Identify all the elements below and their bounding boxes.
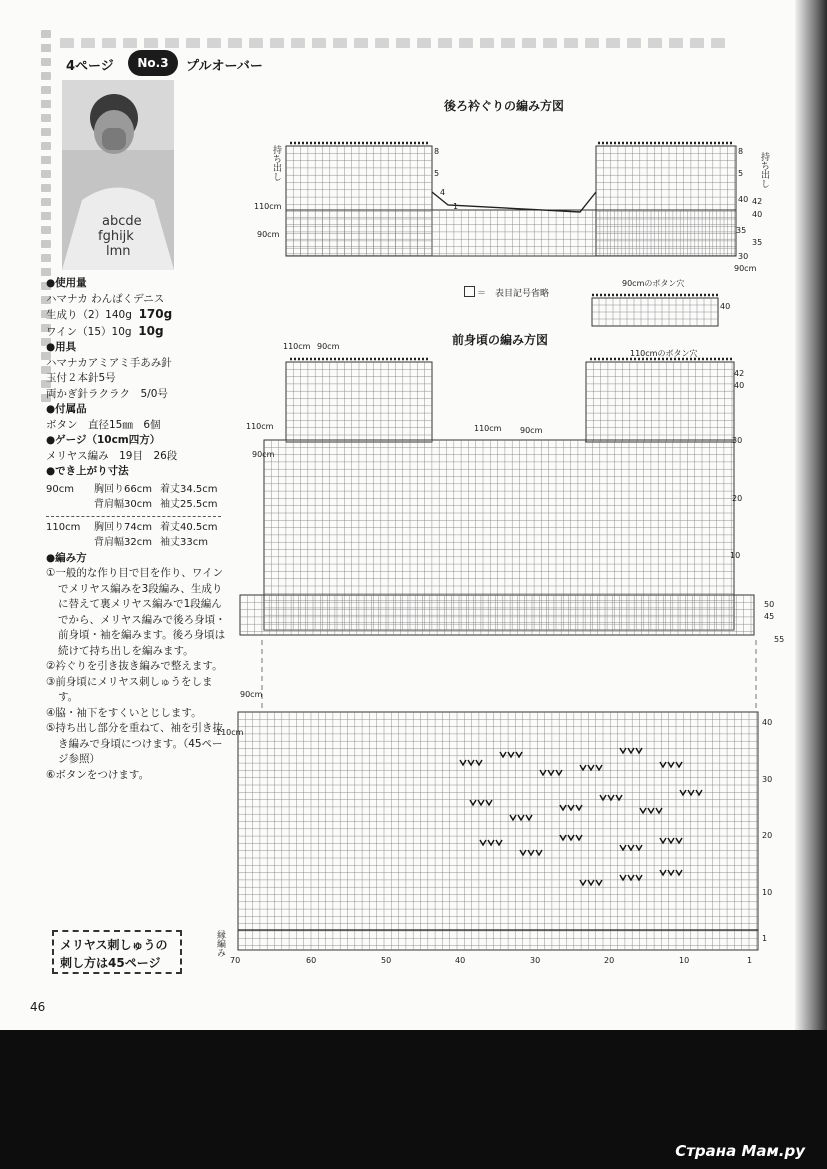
page-reference: 4ページ: [66, 59, 114, 74]
size-90-chest: 胸回り66cm: [94, 483, 152, 495]
back-right-row-40: 40: [738, 195, 749, 204]
front-row-30: 30: [732, 436, 743, 445]
embroidery-stitch: [596, 765, 602, 770]
size-90-length: 着丈34.5cm: [160, 483, 218, 495]
front-row-55: 55: [774, 635, 785, 644]
embroidery-stitch: [588, 880, 594, 885]
method-step: ②衿ぐりを引き抜き編みで整えます。: [46, 660, 223, 672]
lower-row-10: 10: [762, 888, 773, 897]
back-right-row-5: 5: [738, 169, 744, 178]
front-right-shoulder-border: [586, 362, 734, 442]
front-chart-title: 前身頃の編み方図: [452, 333, 549, 347]
yarn-brand: ハマナカ わんぱくデニス: [46, 292, 165, 305]
embroidery-stitch: [628, 875, 634, 880]
front-row-42: 42: [734, 369, 745, 378]
front-row-45: 45: [764, 612, 775, 621]
front-row-20: 20: [732, 494, 743, 503]
back-right-row-30: 30: [738, 252, 749, 261]
embroidery-stitch: [470, 800, 476, 805]
note-line-1: メリヤス刺しゅうの: [60, 938, 168, 952]
svg-text:fghijk: fghijk: [98, 229, 134, 244]
method-step: ⑤持ち出し部分を重ねて、袖を引き抜き編みで身頃につけます。（45ページ参照）: [46, 722, 223, 765]
legend-text: ＝ 表目記号省略: [477, 289, 550, 299]
buttonhole-row-40: 40: [720, 302, 731, 311]
embroidery-stitch: [660, 762, 666, 767]
method-step: ④脇・袖下をすくいとじします。: [46, 706, 202, 719]
svg-text:lmn: lmn: [106, 244, 131, 259]
size-110-shoulder: 背肩幅32cm: [94, 537, 152, 548]
yarn-2-total: 10g: [138, 323, 164, 338]
size-110-sleeve: 袖丈33cm: [160, 537, 208, 548]
back-right-row-35b: 35: [752, 238, 763, 247]
method-heading: ●編み方: [46, 551, 87, 564]
pattern-number-badge: No.3: [128, 50, 178, 76]
back-chart-title: 後ろ衿ぐりの編み方図: [444, 99, 565, 113]
back-row-1: 1: [453, 202, 459, 211]
front-110-top: 110cm: [283, 342, 311, 351]
notions-heading: ●付属品: [46, 403, 87, 415]
embroidery-stitch: [496, 840, 502, 845]
embroidery-stitch: [648, 808, 654, 813]
buttonhole-strip-grid: [592, 295, 718, 326]
tools-heading: ●用具: [46, 341, 77, 353]
mochidashi-right-label: 持ち出し: [759, 152, 769, 188]
embroidery-stitch: [636, 845, 642, 850]
method-step: ⑥ボタンをつけます。: [46, 768, 150, 781]
gauge-1: メリヤス編み 19目 26段: [46, 449, 178, 462]
embroidery-stitch: [628, 748, 634, 753]
front-110-left: 110cm: [246, 422, 274, 431]
note-line-2: 刺し方は45ページ: [60, 956, 161, 970]
back-90-label: 90cm: [257, 230, 280, 239]
embroidery-stitch: [636, 748, 642, 753]
embroidery-stitch: [460, 760, 466, 765]
back-row-5: 5: [434, 169, 440, 178]
front-neck-110: 110cm: [474, 424, 502, 433]
embroidery-stitch: [486, 800, 492, 805]
back-row-4: 4: [440, 188, 446, 197]
watermark: [675, 1142, 805, 1160]
col-60: 60: [306, 956, 317, 965]
col-20: 20: [604, 956, 615, 965]
embroidery-stitch: [616, 795, 622, 800]
legend-square-icon: [464, 286, 475, 297]
embroidery-stitch: [596, 880, 602, 885]
front-lower-body-border: [238, 712, 758, 950]
legend: [462, 286, 549, 299]
col-40: 40: [455, 956, 466, 965]
embroidery-stitch: [526, 815, 532, 820]
embroidery-stitch: [540, 770, 546, 775]
embroidery-stitch: [560, 805, 566, 810]
embroidery-stitch: [636, 875, 642, 880]
embroidery-stitch: [588, 765, 594, 770]
embroidery-stitch: [640, 808, 646, 813]
method-step: ①一般的な作り目で目を作り、ワインでメリヤス編みを3段編み、生成りに替えて裏メリヤス編みで1段編んでから、メリヤス編みで後ろ身頃・前身頃・袖を編みます。後ろ身頃は続けて持ち出しを編みます。: [46, 567, 226, 657]
watermark-text: Страна Мам.ру: [675, 1142, 805, 1160]
notions-1: ボタン 直径15㎜ 6個: [46, 418, 161, 431]
embroidery-stitch: [468, 760, 474, 765]
front-body-chart-grid: [238, 359, 758, 950]
embroidery-stitch: [548, 770, 554, 775]
embroidery-stitch: [516, 752, 522, 757]
yarn-1-total: 170g: [138, 307, 173, 321]
size-90-shoulder: 背肩幅30cm: [94, 499, 152, 510]
front-neck-90: 90cm: [520, 426, 543, 435]
embroidery-stitch: [676, 838, 682, 843]
embroidery-stitch: [676, 762, 682, 767]
col-70: 70: [230, 956, 241, 965]
col-1: 1: [747, 956, 753, 965]
back-110-label: 110cm: [254, 202, 282, 211]
col-30: 30: [530, 956, 541, 965]
back-right-row-8: 8: [738, 147, 744, 156]
lower-90-label: 90cm: [240, 690, 263, 699]
front-row-40: 40: [734, 381, 745, 390]
yarn-heading: ●使用量: [46, 277, 87, 289]
size-110-length: 着丈40.5cm: [160, 521, 218, 533]
col-10: 10: [679, 956, 690, 965]
svg-text:abcde: abcde: [102, 214, 142, 229]
back-bottom-90: 90cm: [734, 264, 757, 273]
back-row-8: 8: [434, 147, 440, 156]
back-body-band-border: [286, 210, 736, 256]
back-right-row-35: 35: [736, 226, 747, 235]
page-number: 46: [30, 1000, 46, 1014]
back-neckline-chart-grid: [286, 143, 736, 256]
embroidery-stitch: [480, 840, 486, 845]
lower-110-label: 110cm: [216, 728, 244, 737]
size-110-chest: 胸回り74cm: [94, 521, 152, 533]
buttonhole-90-label: 90cmのボタン穴: [622, 279, 685, 288]
pattern-title: プルオーバー: [186, 59, 263, 74]
lower-row-30: 30: [762, 775, 773, 784]
embroidery-stitch: [660, 838, 666, 843]
front-90-top: 90cm: [317, 342, 340, 351]
lower-row-20: 20: [762, 831, 773, 840]
back-right-row-40b: 40: [752, 210, 763, 219]
front-row-10: 10: [730, 551, 741, 560]
size-90-label: 90cm: [46, 483, 74, 495]
front-row-50: 50: [764, 600, 775, 609]
front-90-left: 90cm: [252, 450, 275, 459]
back-right-shoulder-border: [596, 146, 736, 256]
finished-heading: ●でき上がり寸法: [46, 465, 129, 477]
embroidery-stitch: [488, 840, 494, 845]
buttonhole-110-label: 110cmのボタン穴: [630, 349, 698, 358]
back-right-row-42: 42: [752, 197, 763, 206]
lower-row-1: 1: [762, 934, 768, 943]
tools-1: ハマナカアミアミ手あみ針: [46, 356, 172, 369]
lower-row-40: 40: [762, 718, 773, 727]
yarn-2: ワイン（15）10g: [46, 325, 132, 338]
embroidery-stitch: [568, 805, 574, 810]
size-110-label: 110cm: [46, 521, 81, 533]
tools-2: 玉付２本針5号: [46, 372, 116, 384]
embroidery-stitch: [518, 815, 524, 820]
yarn-1: 生成り（2）140g: [46, 309, 132, 321]
embroidery-stitch: [608, 795, 614, 800]
gauge-heading: ●ゲージ（10cm四方）: [46, 434, 161, 446]
tools-3: 両かぎ針ラクラク 5/0号: [46, 387, 168, 400]
embroidery-stitch: [510, 815, 516, 820]
embroidery-stitch: [656, 808, 662, 813]
hem-label: 縁編み: [215, 930, 225, 957]
col-50: 50: [381, 956, 392, 965]
embroidery-stitch: [508, 752, 514, 757]
size-90-sleeve: 袖丈25.5cm: [160, 499, 218, 510]
embroidery-stitch: [560, 835, 566, 840]
embroidery-stitch: [568, 835, 574, 840]
method-step: ③前身頃にメリヤス刺しゅうをします。: [46, 675, 213, 703]
mochidashi-left-label: 持ち出し: [271, 145, 281, 181]
embroidery-stitch: [628, 845, 634, 850]
